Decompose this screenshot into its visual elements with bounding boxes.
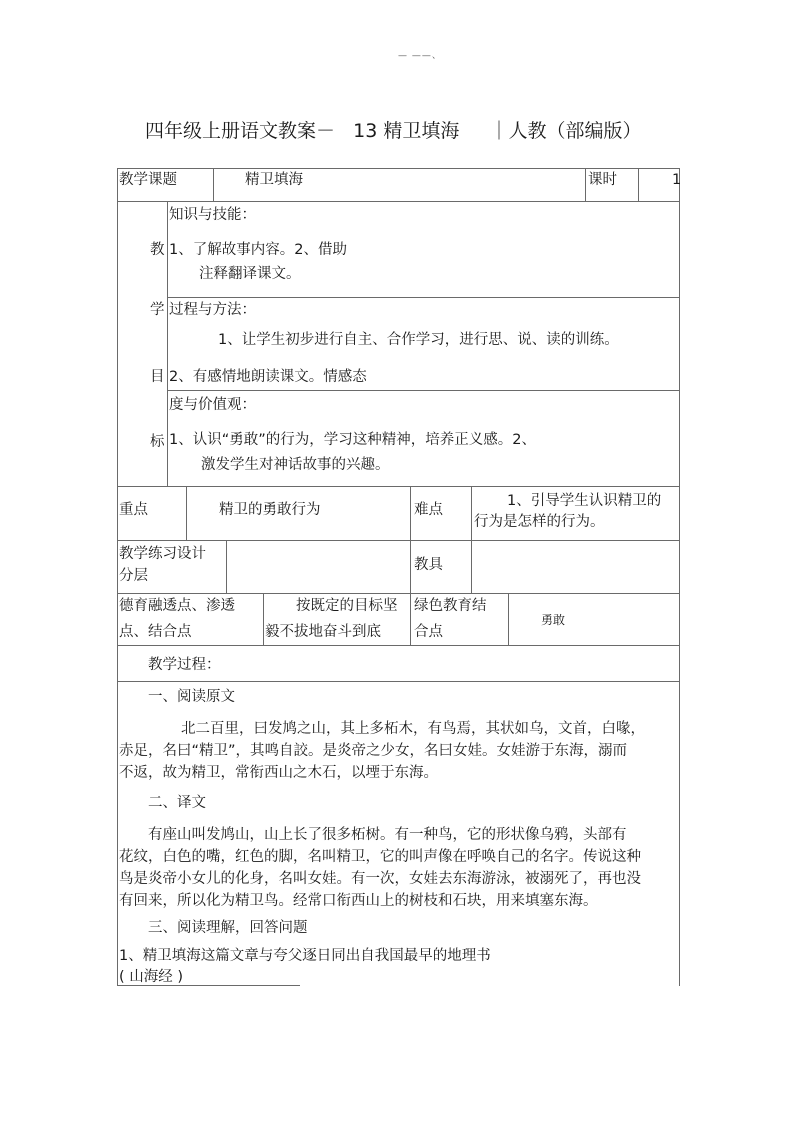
document-title: 四年级上册语文教案－ 13 精卫填海 ｜人教（部编版） <box>145 120 642 142</box>
translation-line: 有座山叫发鸠山，山上长了很多柘树。有一种鸟，它的形状像乌鸦，头部有 <box>148 827 627 843</box>
goal-text: 按既定的目标坚 <box>296 598 398 614</box>
teaching-tools-label: 教具 <box>414 557 443 573</box>
original-text-line: 不返，故为精卫，常衔西山之木石，以堙于东海。 <box>119 765 438 781</box>
difficulty-line: 1、引导学生认识精卫的 <box>507 493 662 509</box>
translation-line: 有回来，所以化为精卫鸟。经常口衔西山上的树枝和石块，用来填塞东海。 <box>119 893 598 909</box>
objective-line: 1、了解故事内容。2、借助 <box>169 242 347 258</box>
objective-line: 1、认识“勇敢”的行为，学习这种精神，培养正义感。2、 <box>169 432 536 448</box>
objective-line: 过程与方法： <box>169 302 256 318</box>
key-point-label: 重点 <box>119 502 148 518</box>
practice-design-label: 教学练习设计 <box>119 546 206 562</box>
objective-line: 2、有感情地朗读课文。情感态 <box>169 369 367 385</box>
objective-line: 知识与技能： <box>169 207 256 223</box>
objective-side-char: 标 <box>150 434 165 450</box>
answer-line: ( 山海经 ) <box>119 969 184 985</box>
period-label: 课时 <box>588 172 617 188</box>
header-mark: — ——、 <box>398 51 442 61</box>
key-point-value: 精卫的勇敢行为 <box>219 502 321 518</box>
section-heading: 一、阅读原文 <box>148 689 235 705</box>
difficulty-line: 行为是怎样的行为。 <box>474 514 605 530</box>
difficulty-label: 难点 <box>414 502 443 518</box>
objective-side-char: 教 <box>150 242 165 258</box>
green-education-label: 合点 <box>414 624 443 640</box>
moral-education-label: 德育融透点、渗透 <box>119 598 235 614</box>
green-education-value: 勇敢 <box>541 613 566 627</box>
objective-line: 激发学生对神话故事的兴趣。 <box>201 457 390 473</box>
question-line: 1、精卫填海这篇文章与夸父逐日同出自我国最早的地理书 <box>119 948 491 964</box>
translation-line: 花纹，白色的嘴，红色的脚，名叫精卫，它的叫声像在呼唤自己的名字。传说这种 <box>119 849 641 865</box>
objective-line: 注释翻译课文。 <box>199 266 301 282</box>
moral-education-label: 点、结合点 <box>119 624 192 640</box>
subject-value: 精卫填海 <box>245 172 303 188</box>
section-heading: 二、译文 <box>148 795 206 811</box>
translation-line: 鸟是炎帝小女儿的化身，名叫女娃。有一次，女娃去东海游泳，被溺死了，再也没 <box>119 871 641 887</box>
goal-text: 毅不拔地奋斗到底 <box>265 624 381 640</box>
objective-line: 度与价值观： <box>169 397 256 413</box>
practice-design-label: 分层 <box>119 568 148 584</box>
objective-line: 1、让学生初步进行自主、合作学习，进行思、说、读的训练。 <box>218 332 619 348</box>
subject-label: 教学课题 <box>119 172 177 188</box>
original-text-line: 赤足，名曰“精卫”，其鸣自詨。是炎帝之少女，名曰女娃。女娃游于东海，溺而 <box>119 743 628 759</box>
objective-side-char: 目 <box>150 369 165 385</box>
process-label: 教学过程： <box>148 657 221 673</box>
objective-side-char: 学 <box>150 302 165 318</box>
original-text-line: 北二百里，曰发鸠之山，其上多柘木，有鸟焉，其状如乌，文首，白喙， <box>181 721 645 737</box>
period-value: 1 <box>672 172 682 188</box>
green-education-label: 绿色教育结 <box>414 598 487 614</box>
section-heading: 三、阅读理解，回答问题 <box>148 920 308 936</box>
